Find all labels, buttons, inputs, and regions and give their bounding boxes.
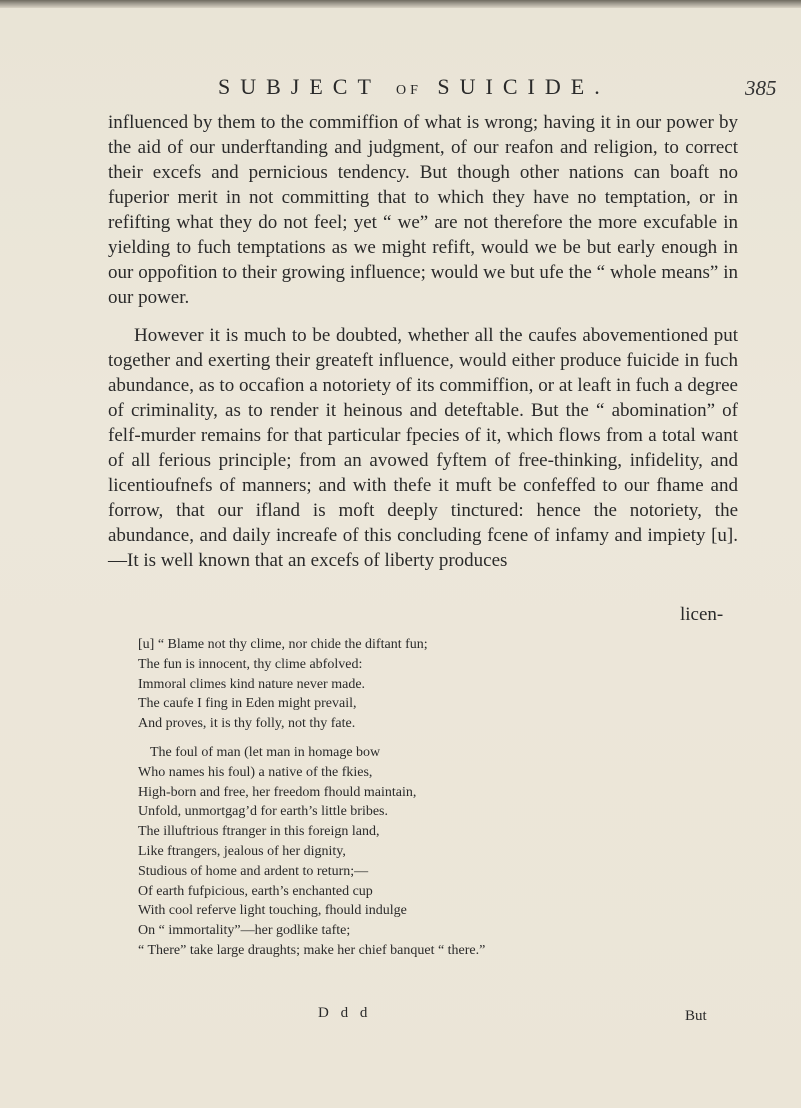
signature-mark: D d d [318, 1005, 372, 1021]
footnote-line: The fun is innocent, thy clime abfolved: [138, 656, 363, 672]
footnote-line: Like ftrangers, jealous of her dignity, [138, 843, 346, 859]
footnote-line: With cool referve light touching, fhould indulge [138, 903, 407, 919]
footnote [138, 635, 698, 961]
footnote-line: The caufe I fing in Eden might prevail, [138, 696, 357, 712]
footnote-line: And proves, it is thy folly, not thy fate. [138, 716, 356, 732]
main-text [108, 110, 738, 573]
stanza-gap [138, 734, 698, 743]
footnote-line: The foul of man (let man in homage bow [150, 744, 381, 760]
page-top-edge [0, 0, 801, 8]
footnote-stanza-2 [138, 743, 698, 961]
footnote-line: [u] “ Blame not thy clime, nor chide the diftant fun; [138, 637, 428, 652]
footnote-line: The illuftrious ftranger in this foreign land, [138, 824, 380, 840]
footnote-line: Studious of home and ardent to return;— [138, 863, 369, 879]
header-title-part1: SUBJECT [218, 74, 381, 99]
running-header [218, 74, 648, 100]
paragraph-2: However it is much to be doubted, whether all the caufes abovementioned put together and exerting their greateft influence, would either produce fuicide in fuch abundance, as to occafion a notoriety of its commiffion, or at leaft in fuch a degree of criminality, as to render it heinous and deteftable. But the “ abomination” of felf-murder remains for that particular fpecies of it, which flows from a total want of all ferious principle; from an avowed fyftem of free-thinking, infidelity, and licentioufnefs of manners; and with thefe it muft be confeffed to our fhame and forrow, that our ifland is moft deeply tinctured: hence the notoriety, the abundance, and daily increafe of this concluding fcene of infamy and impiety [u].—It is well known that an excefs of liberty produces [108, 325, 738, 571]
page-number: 385 [745, 76, 777, 100]
footnote-line: On “ immortality”—her godlike tafte; [138, 923, 351, 939]
header-title-of: OF [396, 83, 422, 98]
paragraph-1: influenced by them to the commiffion of what is wrong; having it in our power by the aid of our underftanding and judgment, of our reafon and religion, to correct their excefs and pernicious tendency. But though other nations can boaft no fuperior merit in not committing that to which they have no temptation, or in refifting what they do not feel; yet “ we” are not therefore the more excufable in yielding to fuch temptations as we might refift, would we be but early enough in our oppofition to their growing influence; would we but ufe the “ whole means” in our power. [108, 112, 738, 308]
footnote-line: Immoral climes kind nature never made. [138, 676, 366, 692]
header-title-part2: SUICIDE. [437, 74, 610, 99]
footer-catchword: But [685, 1008, 707, 1024]
footnote-line: High-born and free, her freedom fhould maintain, [138, 784, 417, 800]
footnote-line: “ There” take large draughts; make her chief banquet “ there.” [138, 942, 486, 958]
footnote-line: Of earth fufpicious, earth’s enchanted cup [138, 883, 373, 899]
footnote-line: Who names his foul) a native of the fkies, [138, 764, 373, 780]
footnote-line: Unfold, unmortgag’d for earth’s little bribes. [138, 804, 388, 820]
body-catchword: licen- [680, 604, 724, 625]
footnote-stanza-1 [138, 635, 698, 734]
